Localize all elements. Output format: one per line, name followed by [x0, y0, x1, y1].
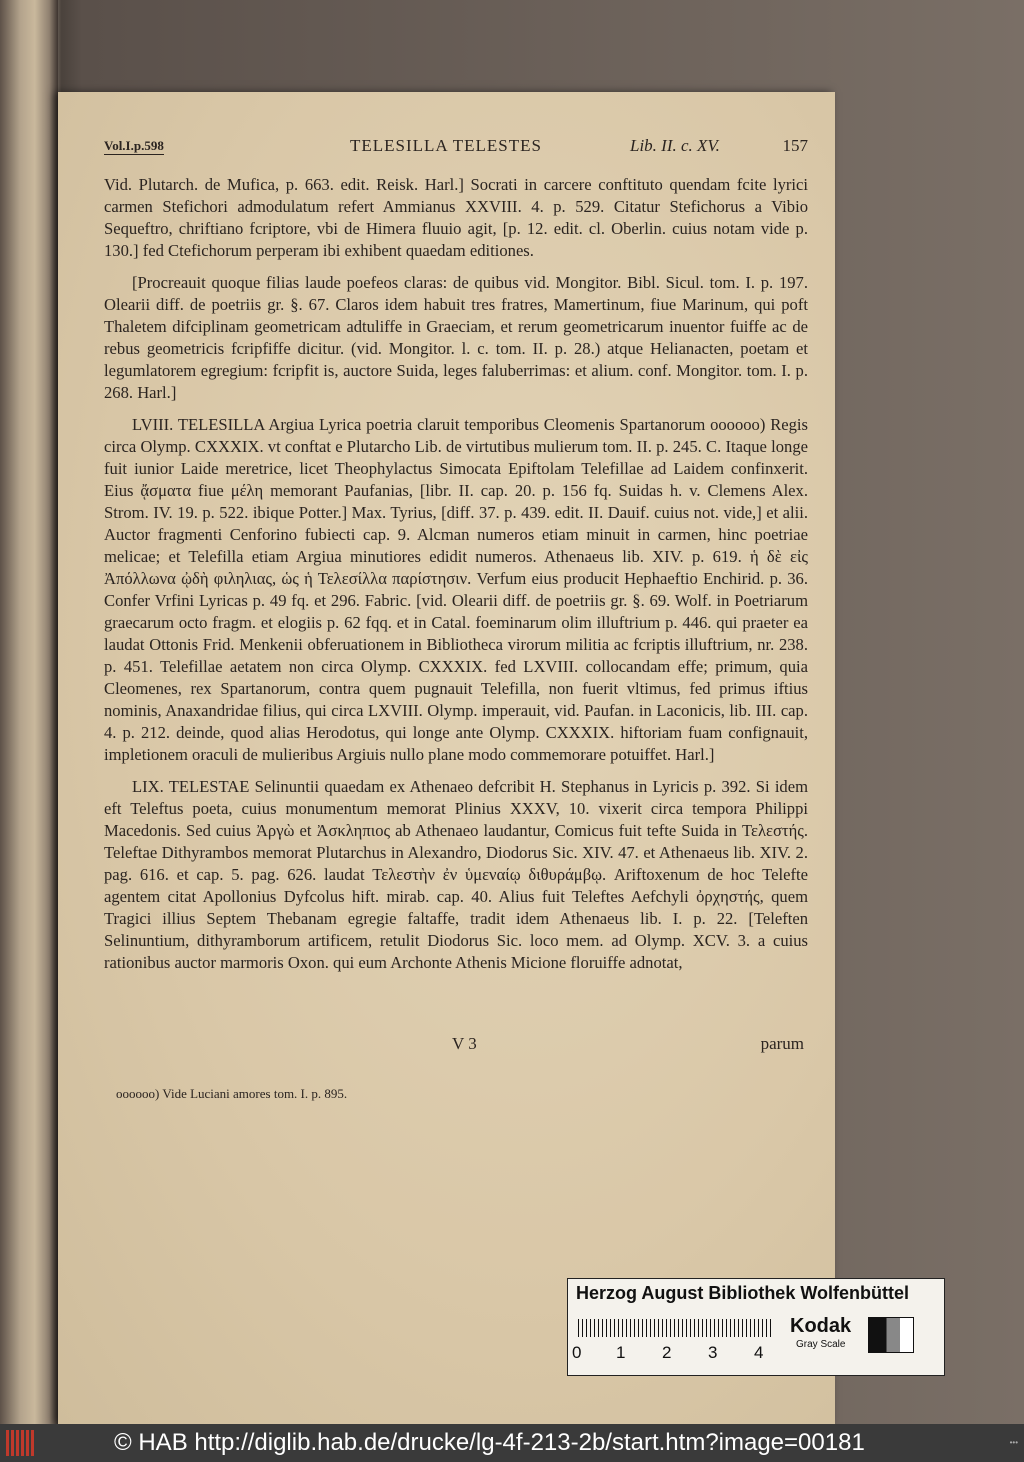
- viewer-footer: [0, 1424, 1024, 1462]
- ruler-number: 1: [616, 1343, 626, 1362]
- ruler-number: 2: [662, 1343, 672, 1362]
- gray-scale-label: Gray Scale: [796, 1339, 846, 1350]
- facing-page-edge: [0, 0, 58, 1424]
- hab-logo-icon: [6, 1430, 36, 1456]
- paragraph-stesichorus: Vid. Plutarch. de Mufica, p. 663. edit. Reisk. Harl.] Socrati in carcere conftituto quendam fcite lyrici carmen Stefichori admodulatum refert Ammianus XXVIII. 4. p. 529. Citatur Stefichorus a Vibio Sequeftro, chriftiano fcriptore, vbi de Himera fluuio agit, [p. 12. edit. cl. Oberlin. cuius notam vide p. 130.] fed Ctefichorum perperam ibi exhibent quaedam editiones.: [104, 175, 808, 260]
- running-title: TELESILLA TELESTES: [350, 136, 542, 155]
- signature-line: [104, 1034, 808, 1056]
- body-text: [104, 174, 808, 984]
- paragraph-telestae: LIX. TELESTAE Selinuntii quaedam ex Athenaeo defcribit H. Stephanus in Lyricis p. 392. Si idem eft Teleftus poeta, cuius monumentum memorat Plinius XXXV, 10. vixerit circa tempora Philippi Macedonis. Sed cuius Ἀργὼ et Ἀσκληπιος ab Athenaeo laudantur, Comicus fuit tefte Suida in Τελεστής. Teleftae Dithyrambos memorat Plutarchus in Alexandro, Diodorus Sic. XIV. 47. et Athenaeus lib. XIV. 2. pag. 616. et cap. 5. pag. 626. laudat Τελεστὴν ἐν ὑμεναίῳ διθυράμβῳ. Ariftoxenum de hoc Telefte agentem citat Apollonius Dyfcolus hift. mirab. cap. 40. Alius fuit Teleftes Aefchyli ὀρχηστής, quem Tragici illius Septem Thebanam egregie faltaffe, tradit idem Athenaeus lib. I. p. 22. [Teleften Selinuntium, dithyramborum artificem, retulit Diodorus Sic. loco mem. ad Olymp. XCV. 3. a cuius rationibus auctor marmoris Oxon. qui eum Archonte Athenis Micione floruiffe adnotat,: [104, 777, 808, 972]
- kodak-logo: Kodak: [790, 1315, 852, 1337]
- catchword: parum: [760, 1034, 804, 1053]
- scale-ruler: [578, 1319, 774, 1337]
- ruler-number: 4: [754, 1343, 764, 1362]
- library-color-card: [567, 1278, 945, 1376]
- signature-mark: V 3: [452, 1034, 477, 1053]
- gray-scale-swatch: [868, 1317, 914, 1353]
- book-reference: Lib. II. c. XV.: [630, 136, 720, 155]
- paragraph-procreauit: [Procreauit quoque filias laude poefeos claras: de quibus vid. Mongitor. Bibl. Sicul. tom. I. p. 197. Olearii diff. de poetriis gr. §. 67. Claros idem habuit tres fratres, Mamertinum, fiue Marinum, qui poft Thaletem difciplinam geometricam adtuliffe in Graeciam, et rerum geometricarum inuentor fuiffe ac de rebus geometricis fcripfiffe dicitur. (vid. Mongitor. l. c. tom. II. p. 28.) atque Helianacten, poetam et legumlatorem egregium: fcripfit is, auctore Suida, leges faluberrimas: et alium. conf. Mongitor. tom. I. p. 268. Harl.]: [104, 273, 808, 402]
- copyright-url-link[interactable]: © HAB http://diglib.hab.de/drucke/lg-4f-213-2b/start.htm?image=00181: [114, 1429, 865, 1456]
- ruler-number: 0: [572, 1343, 582, 1362]
- page-number: 157: [782, 136, 808, 155]
- paragraph-telesilla: LVIII. TELESILLA Argiua Lyrica poetria claruit temporibus Cleomenis Spartanorum oooooo) Regis circa Olymp. CXXXIX. vt conftat e Plutarcho Lib. de virtutibus mulierum tom. II. p. 245. C. Itaque longe fuit iunior Laide meretrice, licet Theophylactus Simocata Epiftolam Telefillae ad Laidem confinxerit. Eius ᾄσματα fiue μέλη memorant Paufanias, [libr. II. cap. 20. p. 156 fq. Suidas h. v. Clemens Alex. Strom. IV. 19. p. 522. ibique Potter.] Max. Tyrius, [diff. 37. p. 439. edit. II. Dauif. cuius not. vide,] et alii. Auctor fragmenti Cenforino fubiecti cap. 9. Alcman numeros etiam minuit in carmen, hinc poetriae melicae; et Telefilla etiam Argiua minutiores edidit numeros. Athenaeus lib. XIV. p. 619. ἡ δὲ εἰς Ἀπόλλωνα ᾠδὴ φιληλιας, ὡς ἡ Τελεσίλλα παρίστησιν. Verfum eius producit Hephaeftio Enchirid. p. 36. Confer Vrfini Lyricas p. 49 fq. et 296. Fabric. [vid. Olearii diff. de poetriis gr. §. 69. Wolf. in Poetriarum graecarum octo fragm. et elogiis p. 62 fqq. et in Catal. foeminarum olim illuftrium p. 446. qui praeter ea laudat Ottonis Frid. Menkenii obferuationem in Bibliotheca virorum militia ac fcriptis illuftrium, nr. 238. p. 451. Telefillae aetatem non circa Olymp. CXXXIX. fed LXVIII. collocandam effe; primum, quia Cleomenes, rex Spartanorum, contra quem pugnauit Telefilla, non fuerit vltimus, fed primus iftius nominis, Anaxandridae filius, qui circa LXVIII. Olymp. imperauit, vid. Paufan. in Laconicis, lib. III. cap. 4. p. 212. deinde, quod alias Herodotus, qui longe ante Olymp. CXXXIX. hiftoriam fuam confignauit, impletionem oraculi de mulieribus Argiuis nullo plane modo commemorare potuiffet. Harl.]: [104, 415, 808, 764]
- ruler-number: 3: [708, 1343, 718, 1362]
- library-name: Herzog August Bibliothek Wolfenbüttel: [576, 1283, 909, 1303]
- running-header: [104, 136, 808, 160]
- volume-reference: Vol.I.p.598: [104, 138, 164, 153]
- footnote: oooooo) Vide Luciani amores tom. I. p. 895.: [116, 1086, 348, 1101]
- dots-icon: •••: [1009, 1438, 1018, 1447]
